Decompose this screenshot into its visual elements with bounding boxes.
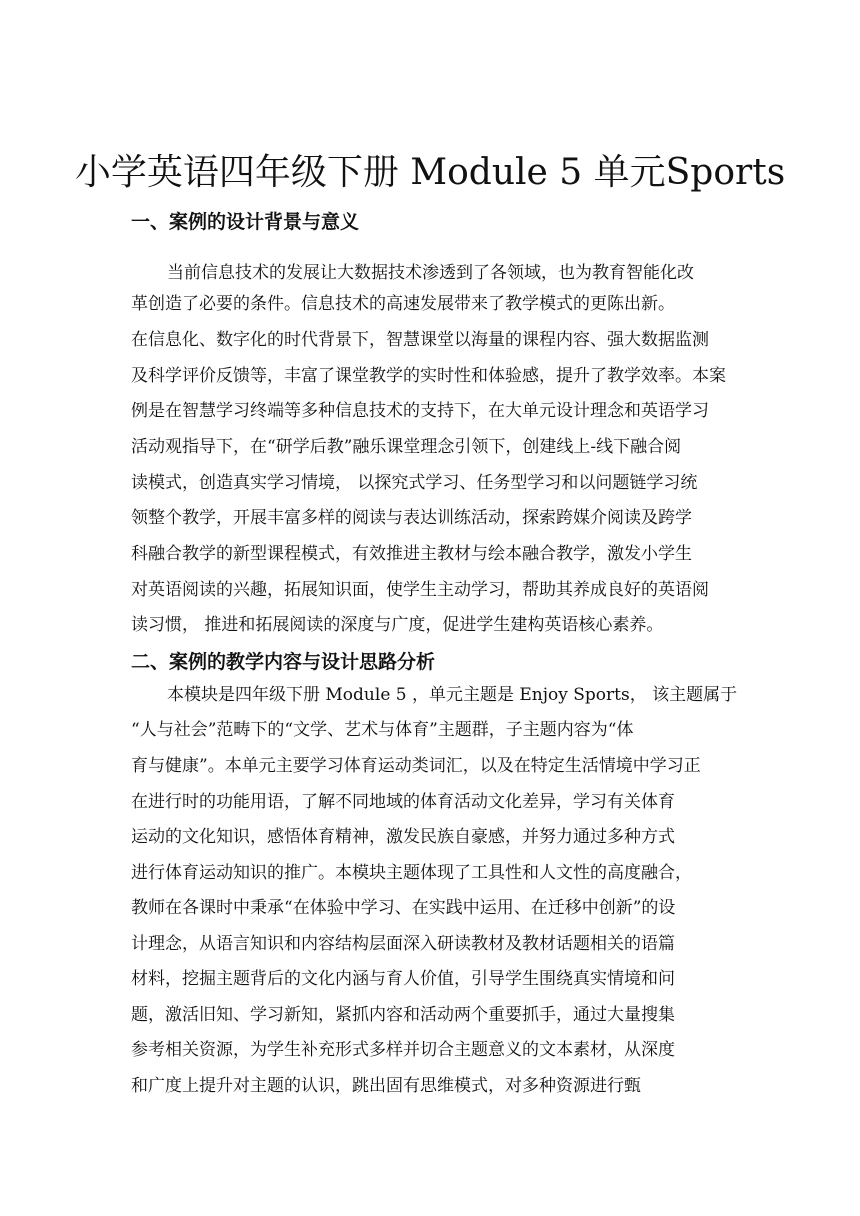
paragraph-line: 计理念，从语言知识和内容结构层面深入研读教材及教材话题相关的语篇 bbox=[131, 934, 675, 954]
document-title: 小学英语四年级下册 Module 5 单元Sports bbox=[74, 152, 786, 193]
paragraph-line: 材料，挖掘主题背后的文化内涵与育人价值，引导学生围绕真实情境和问 bbox=[131, 969, 675, 989]
paragraph-line: 革创造了必要的条件。信息技术的高速发展带来了教学模式的更陈出新。 bbox=[131, 294, 675, 314]
paragraph-line: 本模块是四年级下册 Module 5 ，单元主题是 Enjoy Sports， 该主题属于 bbox=[167, 685, 738, 705]
paragraph-line: 对英语阅读的兴趣，拓展知识面，使学生主动学习，帮助其养成良好的英语阅 bbox=[131, 580, 709, 600]
paragraph-line: 当前信息技术的发展让大数据技术渗透到了各领域，也为教育智能化改 bbox=[167, 263, 694, 283]
paragraph-line: 育与健康”。本单元主要学习体育运动类词汇，以及在特定生活情境中学习正 bbox=[131, 756, 701, 776]
paragraph-line: 参考相关资源，为学生补充形式多样并切合主题意义的文本素材，从深度 bbox=[131, 1040, 675, 1060]
paragraph-line: 在信息化、数字化的时代背景下，智慧课堂以海量的课程内容、强大数据监测 bbox=[131, 330, 709, 350]
paragraph-line: 在进行时的功能用语，了解不同地域的体育活动文化差异，学习有关体育 bbox=[131, 792, 675, 812]
section-heading-content-analysis: 二、案例的教学内容与设计思路分析 bbox=[131, 651, 436, 673]
paragraph-line: 领整个教学，开展丰富多样的阅读与表达训练活动，探索跨媒介阅读及跨学 bbox=[131, 508, 692, 528]
paragraph-line: 科融合教学的新型课程模式，有效推进主教材与绘本融合教学，激发小学生 bbox=[131, 544, 692, 564]
paragraph-line: 题，激活旧知、学习新知，紧抓内容和活动两个重要抓手，通过大量搜集 bbox=[131, 1005, 675, 1025]
paragraph-line: 教师在各课时中秉承“在体验中学习、在实践中运用、在迁移中创新”的设 bbox=[131, 898, 676, 918]
section-heading-background: 一、案例的设计背景与意义 bbox=[131, 211, 360, 233]
paragraph-line: 及科学评价反馈等，丰富了课堂教学的实时性和体验感，提升了教学效率。本案 bbox=[131, 366, 726, 386]
paragraph-line: 和广度上提升对主题的认识，跳出固有思维模式，对多种资源进行甄 bbox=[131, 1076, 641, 1096]
paragraph-line: “人与社会”范畴下的“文学、艺术与体育”主题群，子主题内容为“体 bbox=[131, 720, 634, 740]
paragraph-line: 进行体育运动知识的推广。本模块主题体现了工具性和人文性的高度融合， bbox=[131, 863, 692, 883]
paragraph-line: 读模式，创造真实学习情境， 以探究式学习、任务型学习和以问题链学习统 bbox=[131, 473, 698, 493]
paragraph-line: 活动观指导下，在“研学后教”融乐课堂理念引领下，创建线上-线下融合阅 bbox=[131, 437, 682, 457]
paragraph-line: 例是在智慧学习终端等多种信息技术的支持下，在大单元设计理念和英语学习 bbox=[131, 401, 709, 421]
paragraph-line: 运动的文化知识，感悟体育精神，激发民族自豪感，并努力通过多种方式 bbox=[131, 827, 675, 847]
paragraph-line: 读习惯， 推进和拓展阅读的深度与广度，促进学生建构英语核心素养。 bbox=[131, 615, 664, 635]
